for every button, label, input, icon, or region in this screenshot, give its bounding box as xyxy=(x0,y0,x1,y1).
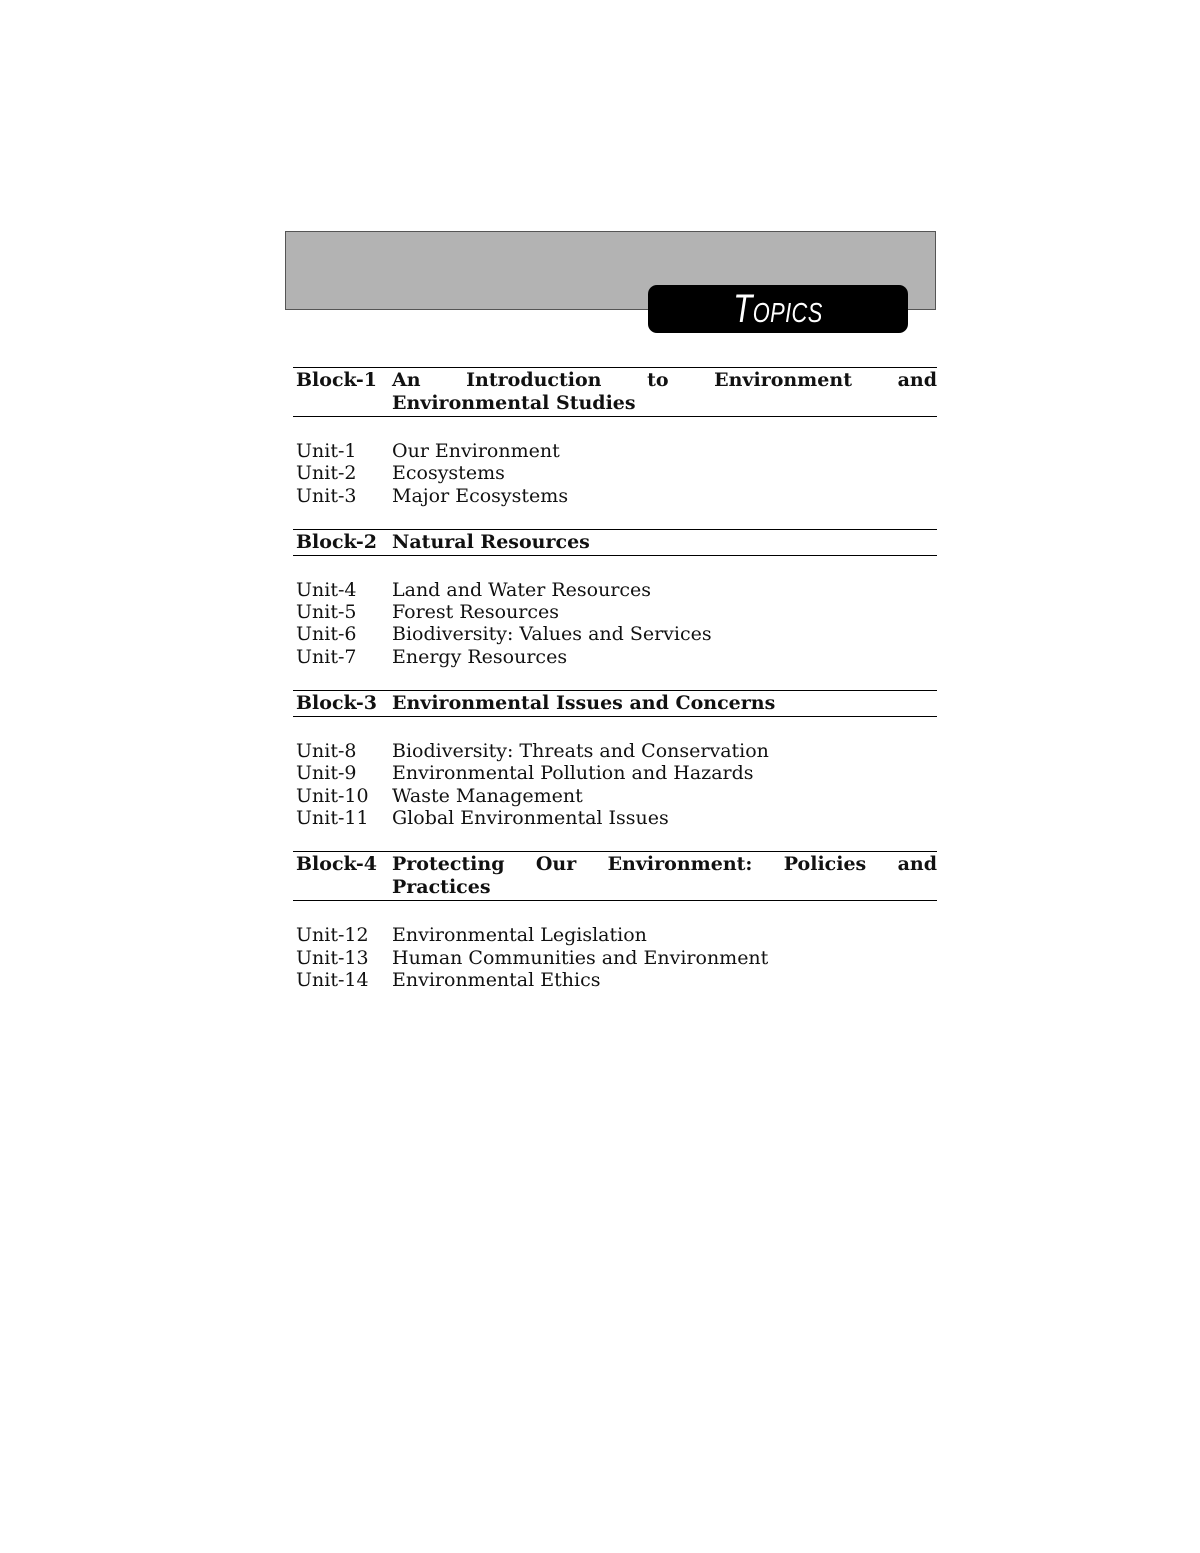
unit-row xyxy=(296,485,937,507)
unit-code: Unit-4 xyxy=(296,578,357,601)
unit-title: Our Environment xyxy=(392,440,560,462)
unit-code: Unit-2 xyxy=(296,462,357,485)
topics-covered-tab xyxy=(648,285,908,379)
unit-code: Unit-5 xyxy=(296,601,357,624)
unit-title: Major Ecosystems xyxy=(392,484,569,507)
block-heading xyxy=(293,367,937,417)
unit-row xyxy=(296,762,937,784)
block-code: Block-1 xyxy=(296,369,378,391)
unit-code: Unit-7 xyxy=(296,645,357,668)
unit-row xyxy=(296,462,937,484)
unit-title: Global Environmental Issues xyxy=(392,806,669,829)
unit-code: Unit-11 xyxy=(296,806,369,829)
unit-title: Environmental Ethics xyxy=(392,968,601,991)
unit-code: Unit-1 xyxy=(296,440,357,462)
unit-row xyxy=(296,440,937,462)
unit-title: Environmental Legislation xyxy=(392,924,647,947)
unit-title: Energy Resources xyxy=(392,645,568,668)
unit-code: Unit-12 xyxy=(296,924,369,947)
unit-title: Biodiversity: Values and Services xyxy=(392,623,712,646)
unit-title: Environmental Pollution and Hazards xyxy=(392,762,754,785)
block-title: Protecting Our Environment: Policies and Practices xyxy=(392,853,937,899)
unit-row xyxy=(296,646,937,668)
block-code: Block-3 xyxy=(296,692,378,715)
block-code: Block-2 xyxy=(296,530,378,553)
unit-row xyxy=(296,601,937,623)
unit-list xyxy=(293,717,937,851)
unit-code: Unit-3 xyxy=(296,484,357,507)
block-title: Environmental Issues and Concerns xyxy=(392,692,776,715)
unit-row xyxy=(296,579,937,601)
block-heading xyxy=(293,690,937,717)
unit-list xyxy=(293,901,937,1013)
unit-list xyxy=(293,417,937,529)
block-title: An Introduction to Environment and Environmental Studies xyxy=(392,369,937,414)
unit-title: Forest Resources xyxy=(392,601,560,624)
unit-code: Unit-9 xyxy=(296,762,357,785)
unit-code: Unit-14 xyxy=(296,968,369,991)
unit-code: Unit-10 xyxy=(296,784,369,807)
block-heading xyxy=(293,851,937,901)
unit-row xyxy=(296,969,937,991)
unit-title: Biodiversity: Threats and Conservation xyxy=(392,740,769,763)
unit-code: Unit-8 xyxy=(296,740,357,763)
unit-title: Land and Water Resources xyxy=(392,578,652,601)
unit-row xyxy=(296,807,937,829)
unit-row xyxy=(296,947,937,969)
unit-row xyxy=(296,785,937,807)
unit-code: Unit-6 xyxy=(296,623,357,646)
topics-covered-label: Topics Covered xyxy=(719,287,837,379)
unit-list xyxy=(293,556,937,690)
block-heading xyxy=(293,529,937,556)
unit-row xyxy=(296,623,937,645)
block-code: Block-4 xyxy=(296,853,378,876)
unit-row xyxy=(296,740,937,762)
unit-title: Ecosystems xyxy=(392,462,505,485)
unit-code: Unit-13 xyxy=(296,946,369,969)
unit-row xyxy=(296,924,937,946)
unit-title: Human Communities and Environment xyxy=(392,946,769,969)
unit-title: Waste Management xyxy=(392,784,583,807)
table-of-contents xyxy=(293,367,937,1013)
block-title: Natural Resources xyxy=(392,530,590,553)
